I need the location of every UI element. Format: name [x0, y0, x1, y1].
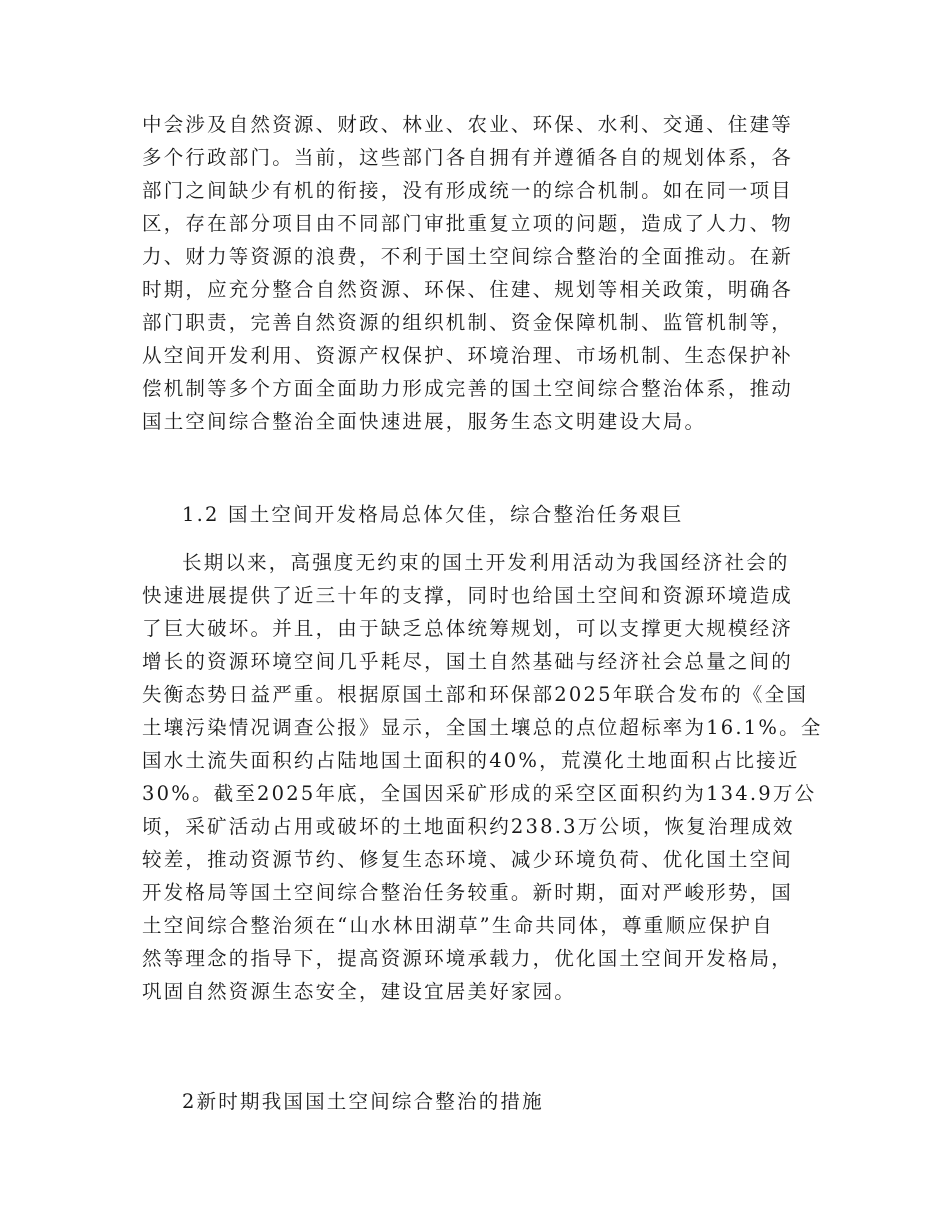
- section-heading-1-2: [142, 498, 810, 531]
- paragraph-line: 开发格局等国土空间综合整治任务较重。新时期，面对严峻形势，国: [142, 881, 794, 904]
- paragraph-line: 快速进展提供了近三十年的支撑，同时也给国土空间和资源环境造成: [142, 584, 794, 607]
- paragraph-line: 长期以来，高强度无约束的国土开发利用活动为我国经济社会的: [182, 551, 790, 574]
- section-heading-text: 2新时期我国国土空间综合整治的措施: [182, 1090, 544, 1113]
- paragraph-line: 土空间综合整治须在“山水林田湖草”生命共同体，尊重顺应保护自: [142, 914, 774, 937]
- paragraph-line: 多个行政部门。当前，这些部门各自拥有并遵循各自的规划体系，各: [142, 146, 794, 169]
- paragraph-line: 从空间开发利用、资源产权保护、环境治理、市场机制、生态保护补: [142, 344, 794, 367]
- paragraph-line: 顷，采矿活动占用或破坏的土地面积约238.3万公顷，恢复治理成效: [142, 815, 795, 838]
- paragraph-line: 部门之间缺少有机的衔接，没有形成统一的综合机制。如在同一项目: [142, 179, 794, 202]
- paragraph-line: 时期，应充分整合自然资源、环保、住建、规划等相关政策，明确各: [142, 278, 794, 301]
- paragraph-line: 国土空间综合整治全面快速进展，服务生态文明建设大局。: [142, 410, 707, 433]
- paragraph-line: 了巨大破坏。并且，由于缺乏总体统筹规划，可以支撑更大规模经济: [142, 617, 794, 640]
- paragraph-line: 偿机制等多个方面全面助力形成完善的国土空间综合整治体系，推动: [142, 377, 794, 400]
- paragraph-line: 增长的资源环境空间几乎耗尽，国土自然基础与经济社会总量之间的: [142, 650, 794, 673]
- section-heading-2: [142, 1085, 810, 1118]
- paragraph-line: 力、财力等资源的浪费，不利于国土空间综合整治的全面推动。在新: [142, 245, 794, 268]
- section-heading-text: 1.2 国土空间开发格局总体欠佳，综合整治任务艰巨: [182, 503, 684, 526]
- paragraph-line: 区，存在部分项目由不同部门审批重复立项的问题，造成了人力、物: [142, 212, 794, 235]
- paragraph-line: 30%。截至2025年底，全国因采矿形成的采空区面积约为134.9万公: [142, 782, 817, 805]
- paragraph-line: 失衡态势日益严重。根据原国土部和环保部2025年联合发布的《全国: [142, 683, 809, 706]
- paragraph-line: 土壤污染情况调查公报》显示，全国土壤总的点位超标率为16.1%。全: [142, 716, 823, 739]
- paragraph-line: 然等理念的指导下，提高资源环境承载力，优化国土空间开发格局，: [142, 947, 794, 970]
- paragraph-line: 国水土流失面积约占陆地国土面积的40%，荒漠化土地面积占比接近: [142, 749, 800, 772]
- paragraph-line: 中会涉及自然资源、财政、林业、农业、环保、水利、交通、住建等: [142, 113, 794, 136]
- paragraph-line: 部门职责，完善自然资源的组织机制、资金保障机制、监管机制等，: [142, 311, 794, 334]
- paragraph-1: [142, 108, 810, 438]
- paragraph-2: [142, 546, 823, 1008]
- paragraph-line: 较差，推动资源节约、修复生态环境、减少环境负荷、优化国土空间: [142, 848, 794, 871]
- paragraph-line: 巩固自然资源生态安全，建设宜居美好家园。: [142, 980, 577, 1003]
